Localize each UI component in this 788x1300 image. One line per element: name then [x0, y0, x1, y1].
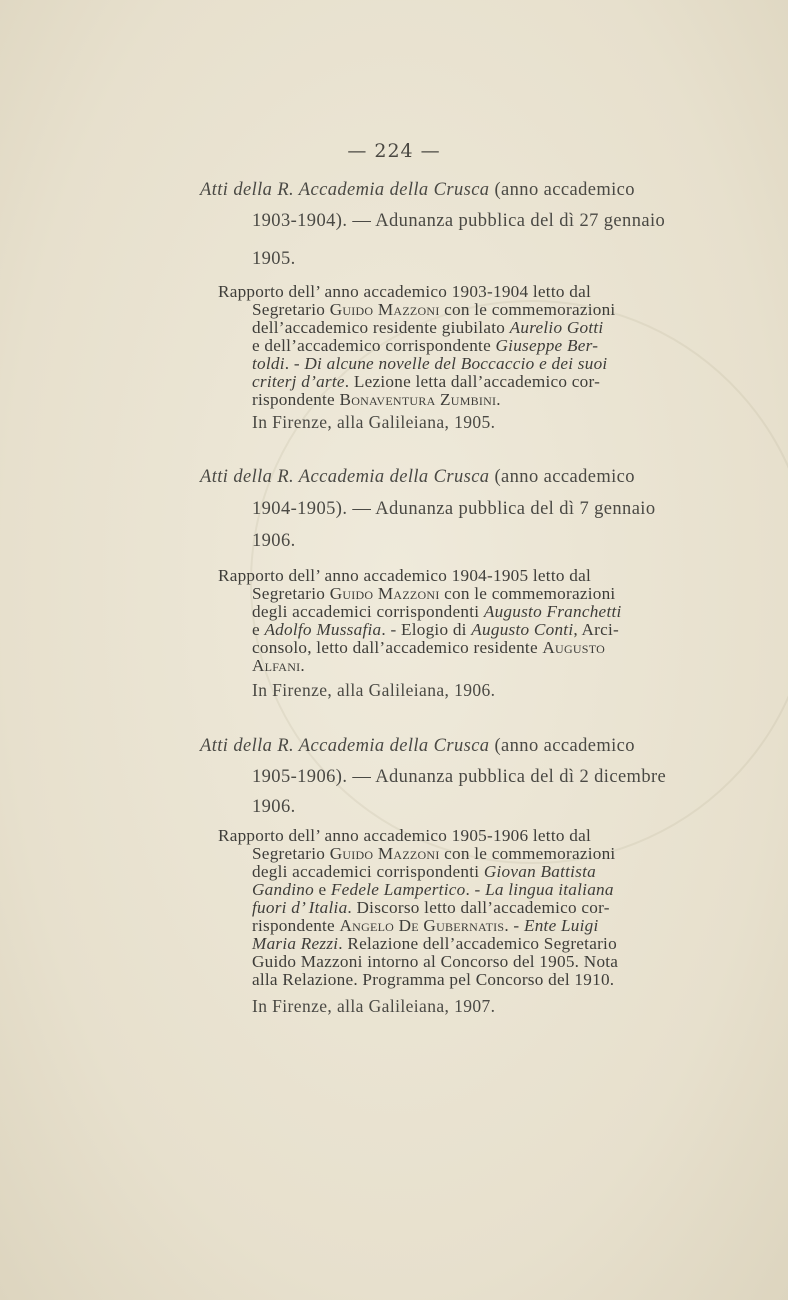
book-page: — 224 — Atti della R. Accademia della Crusca (anno accademico 1903-1904). — Adunanza pubblica del dì 27 gennaio 1905. Rapporto dell’ anno accademico 1903-1904 letto dal Segretario Guido Mazzoni con le commemorazioni dell’accademico residente giubilato Aurelio Gotti e dell’accademico corrispondente Giuseppe Ber- toldi. - Di alcune novelle del Boccaccio e dei suoi criterj d’arte. Lezione letta dall’accademico cor- rispondente Bonaventura Zumbini. In Firenze, alla Galileiana, 1905. Atti della R. Accademia della Crusca (anno accademico 1904-1905). — Adunanza pubblica del dì 7 gennaio 1906. Rapporto dell’ anno accademico 1904-1905 letto dal Segretario Guido Mazzoni con le commemorazioni degli accademici corrispondenti Augusto Franchetti e Adolfo Mussafia. - Elogio di Augusto Conti, Arci- consolo, letto dall’accademico residente Augusto Alfani. In Firenze, alla Galileiana, 1906. Atti della R. Accademia della Crusca (anno accademico 1905-1906). — Adunanza pubblica del dì 2 dicembre 1906. Rapporto dell’ anno accademico 1905-1906 letto dal Segretario Guido Mazzoni con le commemorazioni degli accademici corrispondenti Giovan Battista Gandino e Fedele Lampertico. - La lingua italiana fuori d’ Italia. Discorso letto dall’accademico cor- rispondente Angelo De Gubernatis. - Ente Luigi Maria Rezzi. Relazione dell’accademico Segretario Guido Mazzoni intorno al Concorso del 1905. Nota alla Relazione. Programma pel Concorso del 1910. In Firenze, alla Galileiana, 1907. — [0, 0, 788, 1300]
title-italic: Atti della R. Accademia della Crusca — [200, 180, 490, 200]
entry-imprint: In Firenze, alla Galileiana, 1906. — [252, 680, 496, 700]
entry-imprint: In Firenze, alla Galileiana, 1905. — [252, 412, 496, 432]
page-number: — 224 — — [347, 140, 441, 162]
title-italic: Atti della R. Accademia della Crusca — [200, 467, 490, 487]
entry-imprint: In Firenze, alla Galileiana, 1907. — [252, 996, 496, 1016]
title-italic: Atti della R. Accademia della Crusca — [200, 736, 490, 756]
